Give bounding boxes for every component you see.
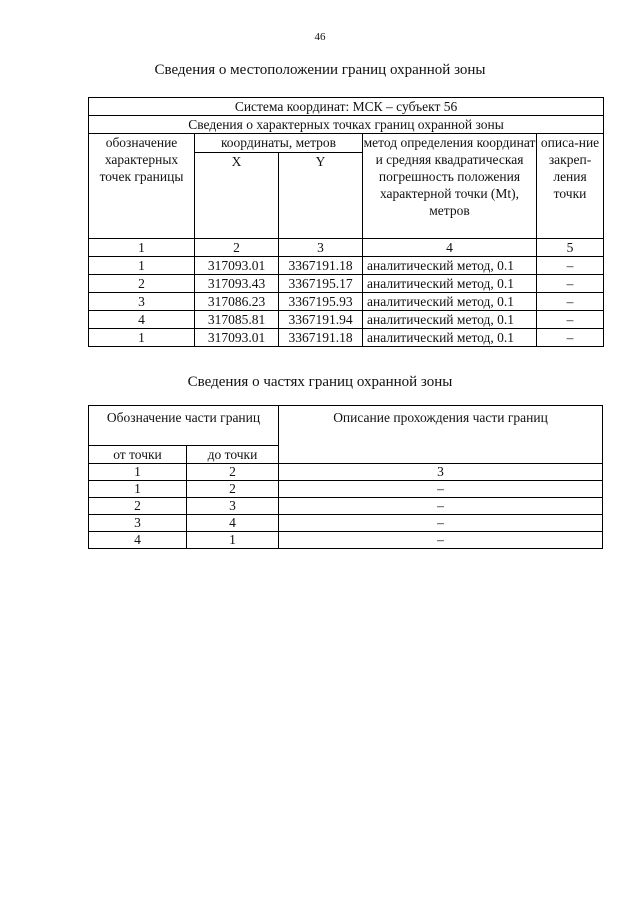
y-cell: 3367191.18 — [279, 257, 363, 275]
desc-cell: – — [279, 532, 603, 549]
table-row — [89, 498, 603, 515]
boundary-parts-table — [88, 405, 603, 549]
point-cell: 3 — [89, 293, 195, 311]
method-cell: аналитический метод, 0.1 — [363, 329, 537, 347]
header-to-point: до точки — [187, 446, 279, 464]
coordinates-table — [88, 97, 604, 347]
desc-cell: – — [537, 275, 604, 293]
table-row — [89, 481, 603, 498]
section-title-boundary-parts: Сведения о частях границ охранной зоны — [187, 374, 453, 390]
table-subtitle-cell: Сведения о характерных точках границ охранной зоны — [89, 116, 604, 134]
table-row — [89, 329, 604, 347]
method-cell: аналитический метод, 0.1 — [363, 257, 537, 275]
from-cell: 3 — [89, 515, 187, 532]
column-number: 1 — [89, 239, 195, 257]
point-cell: 1 — [89, 329, 195, 347]
column-number: 1 — [89, 464, 187, 481]
header-part-description: Описание прохождения части границ — [279, 406, 603, 464]
y-cell: 3367191.18 — [279, 329, 363, 347]
table-row — [89, 515, 603, 532]
header-x: X — [195, 153, 279, 239]
column-number: 2 — [195, 239, 279, 257]
x-cell: 317093.43 — [195, 275, 279, 293]
to-cell: 1 — [187, 532, 279, 549]
desc-cell: – — [279, 481, 603, 498]
page-number: 46 — [314, 31, 326, 43]
header-method: метод определения координат и средняя квадратическая погрешность положения характерной точки (Mt), метров — [363, 134, 537, 239]
column-number: 5 — [537, 239, 604, 257]
section-title-boundary-location: Сведения о местоположении границ охранной зоны — [154, 62, 486, 78]
y-cell: 3367191.94 — [279, 311, 363, 329]
table-row — [89, 257, 604, 275]
x-cell: 317093.01 — [195, 257, 279, 275]
from-cell: 1 — [89, 481, 187, 498]
x-cell: 317085.81 — [195, 311, 279, 329]
table-row — [89, 532, 603, 549]
y-cell: 3367195.93 — [279, 293, 363, 311]
header-coordinates: координаты, метров — [195, 134, 363, 153]
point-cell: 2 — [89, 275, 195, 293]
to-cell: 3 — [187, 498, 279, 515]
y-cell: 3367195.17 — [279, 275, 363, 293]
method-cell: аналитический метод, 0.1 — [363, 275, 537, 293]
method-cell: аналитический метод, 0.1 — [363, 311, 537, 329]
header-point-designation: обозначение характерных точек границы — [89, 134, 195, 239]
desc-cell: – — [537, 329, 604, 347]
from-cell: 2 — [89, 498, 187, 515]
method-cell: аналитический метод, 0.1 — [363, 293, 537, 311]
to-cell: 2 — [187, 481, 279, 498]
column-number: 3 — [279, 239, 363, 257]
point-cell: 1 — [89, 257, 195, 275]
desc-cell: – — [537, 293, 604, 311]
header-part-designation: Обозначение части границ — [89, 406, 279, 446]
from-cell: 4 — [89, 532, 187, 549]
x-cell: 317093.01 — [195, 329, 279, 347]
desc-cell: – — [537, 311, 604, 329]
column-number: 4 — [363, 239, 537, 257]
table-row — [89, 311, 604, 329]
header-y: Y — [279, 153, 363, 239]
x-cell: 317086.23 — [195, 293, 279, 311]
desc-cell: – — [279, 515, 603, 532]
column-number: 2 — [187, 464, 279, 481]
table-row — [89, 275, 604, 293]
table-row — [89, 293, 604, 311]
desc-cell: – — [537, 257, 604, 275]
point-cell: 4 — [89, 311, 195, 329]
to-cell: 4 — [187, 515, 279, 532]
coordinate-system-cell: Система координат: МСК – субъект 56 — [89, 98, 604, 116]
header-from-point: от точки — [89, 446, 187, 464]
header-description: описа-ние закреп-ления точки — [537, 134, 604, 239]
column-number: 3 — [279, 464, 603, 481]
desc-cell: – — [279, 498, 603, 515]
